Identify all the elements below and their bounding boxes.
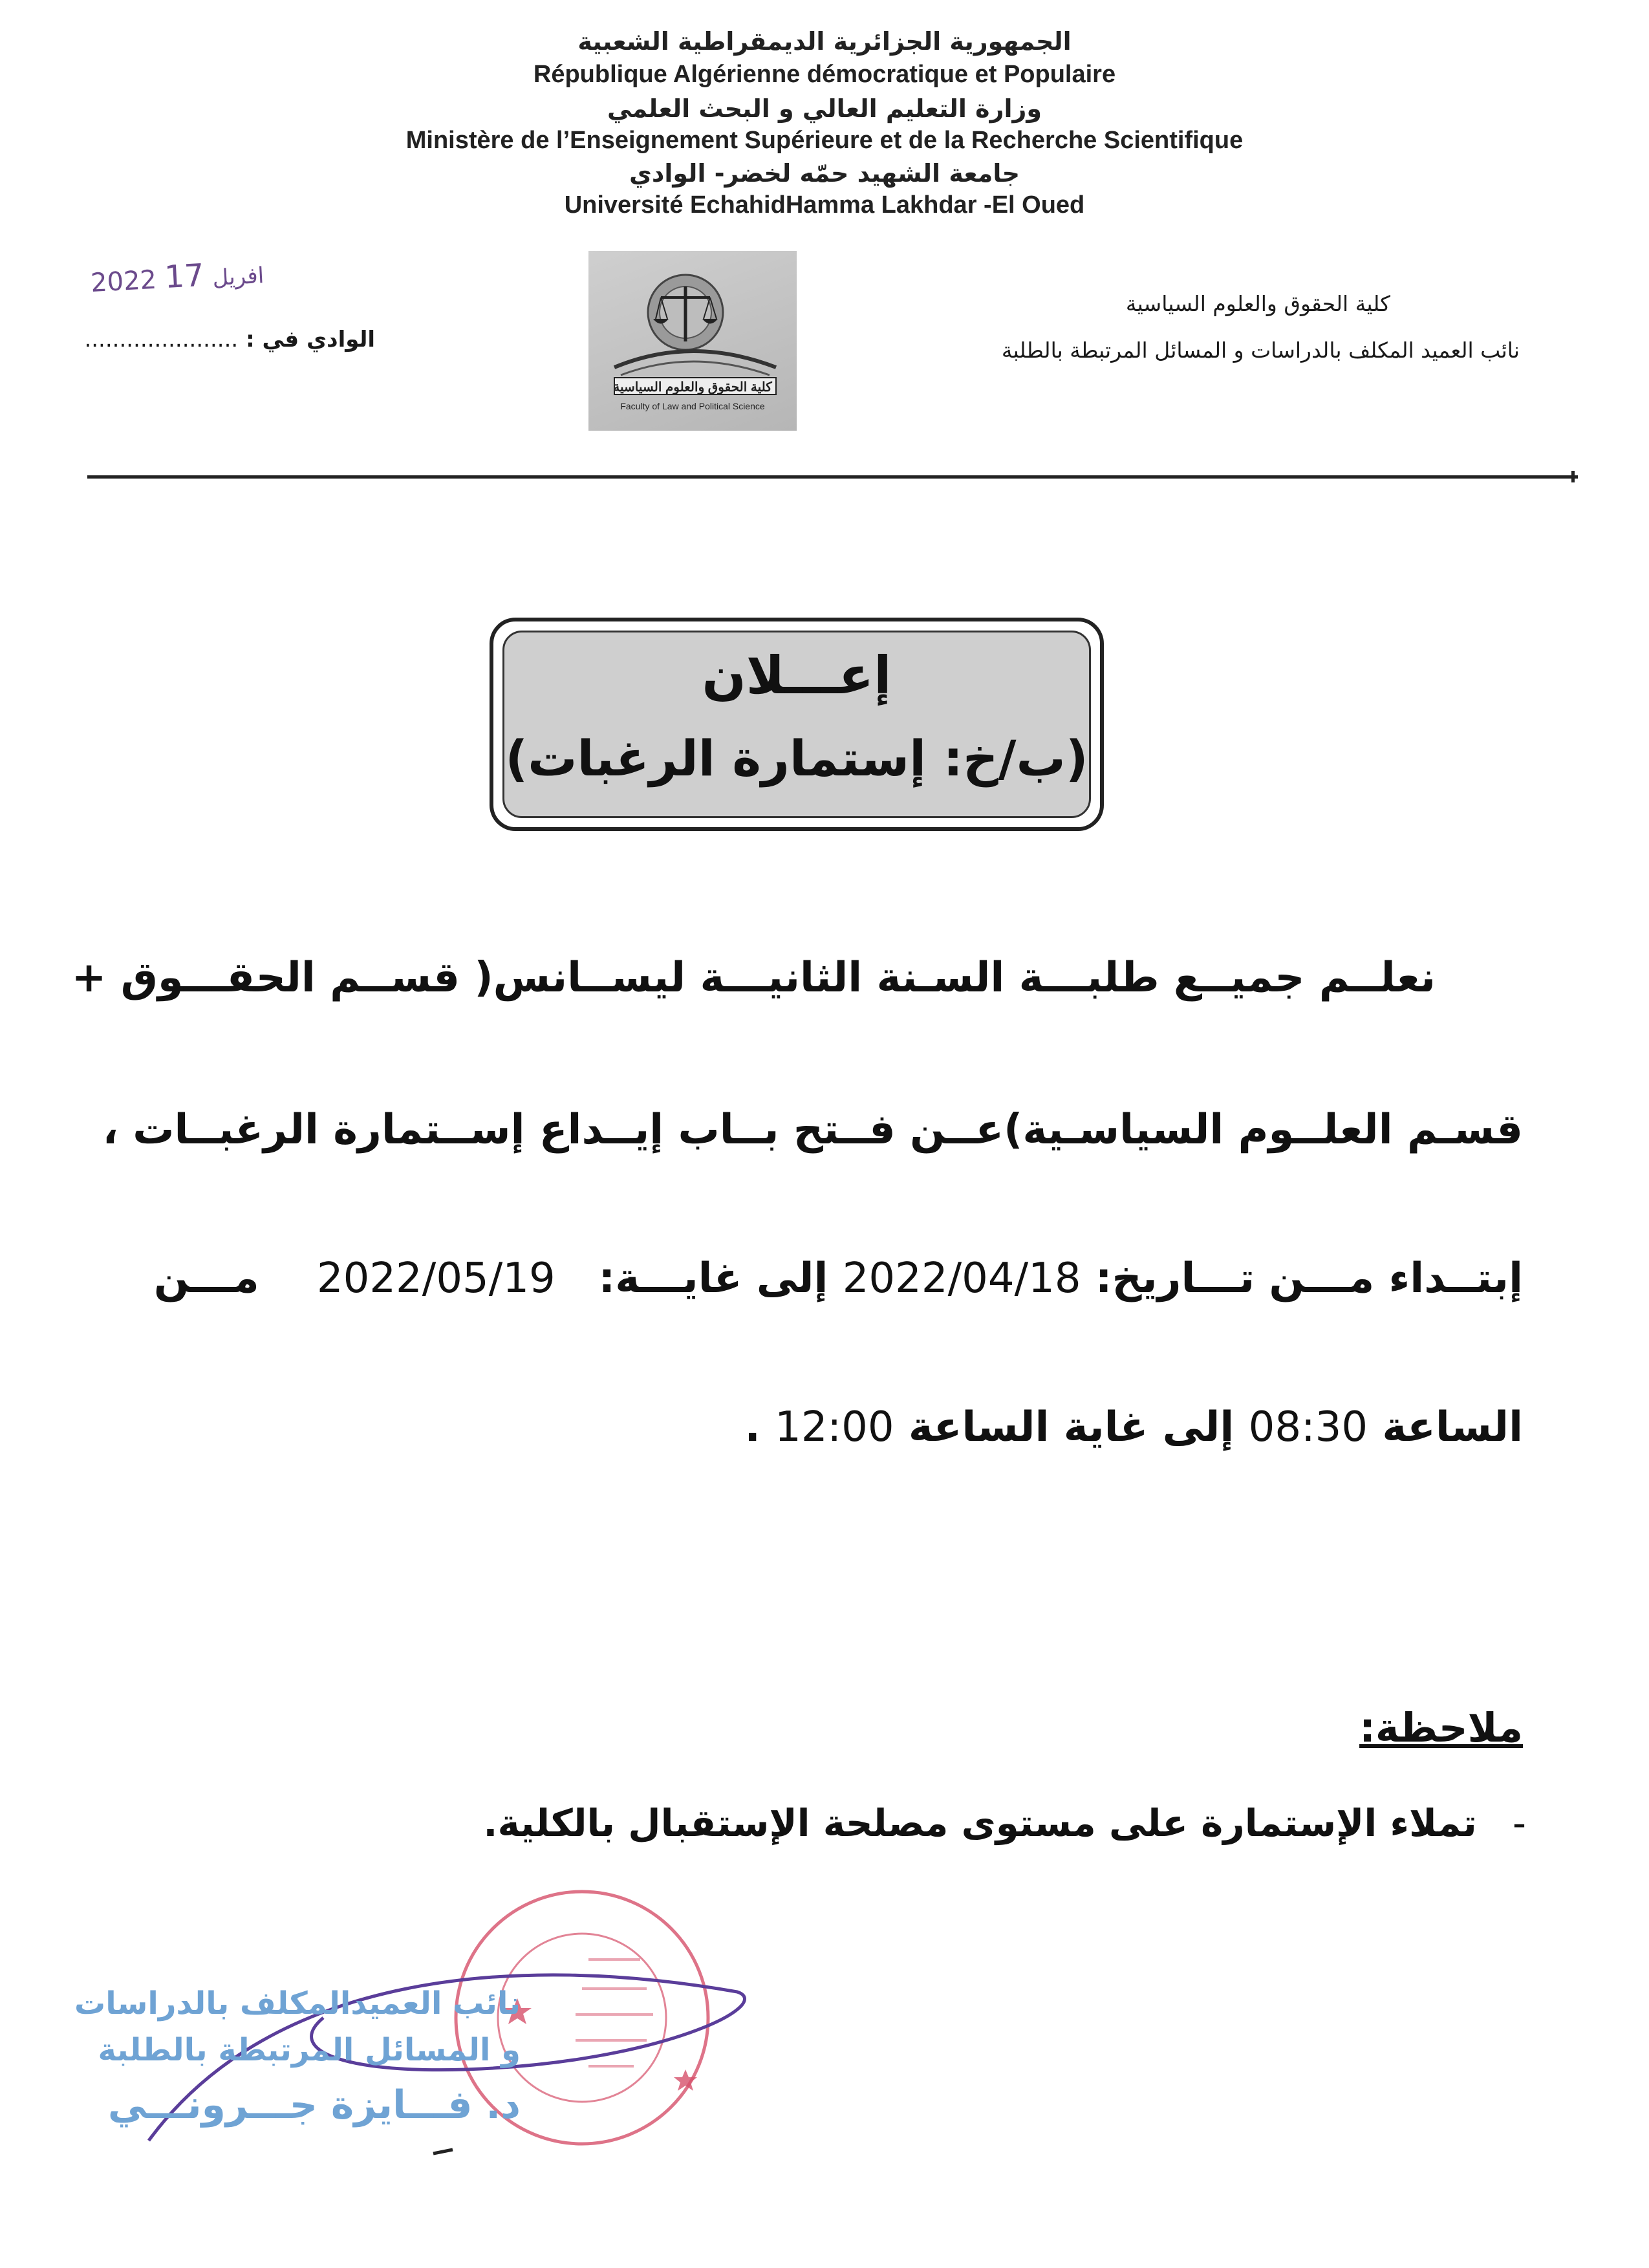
date-month: افريل [211, 263, 265, 292]
time-to: 12:00 [775, 1403, 894, 1451]
logo-caption-ar: كلية الحقوق والعلوم السياسية [613, 380, 772, 394]
header-divider [87, 475, 1578, 479]
note-heading: ملاحظة: [1359, 1704, 1523, 1751]
ministry-ar: وزارة التعليم العالي و البحث العلمي [607, 94, 1042, 123]
body-line-4 [745, 1403, 1524, 1451]
signature-line-2: و المسائل المرتبطة بالطلبة [98, 2032, 521, 2068]
announcement-subtitle: (ب/خ: إستمارة الرغبات) [505, 729, 1088, 787]
republic-fr: République Algérienne démocratique et Populaire [533, 61, 1116, 88]
header-divider-end [1571, 471, 1575, 482]
hour-label: الساعة [1382, 1403, 1523, 1451]
note-bullet: - [1476, 1801, 1526, 1845]
date-day: 17 [164, 257, 206, 296]
time-from: 08:30 [1248, 1403, 1368, 1451]
place-label: الوادي في : [246, 327, 375, 352]
note-item-text: تملاء الإستمارة على مستوى مصلحة الإستقبال بالكلية. [483, 1801, 1477, 1845]
announcement-title: إعـــلان [702, 645, 892, 706]
date-year: 2022 [90, 265, 158, 298]
from-label: إبتــداء مـــن تـــاريخ: [1095, 1255, 1523, 1302]
body-line-3 [154, 1255, 1523, 1302]
date-to: 2022/05/19 [316, 1255, 555, 1302]
body-line-2: قسـم العلــوم السياسـية)عــن فــتح بــاب إيــداع إســتمارة الرغبــات ، [102, 1106, 1523, 1154]
note-item [483, 1801, 1526, 1845]
title-inner-frame [502, 631, 1091, 818]
to-label: إلى غايـــة: [598, 1255, 828, 1302]
signature-name: د. فـــايزة جـــرونـــي [107, 2082, 521, 2128]
university-ar: جامعة الشهيد حمّه لخضر- الوادي [629, 159, 1020, 188]
ministry-fr: Ministère de l’Enseignement Supérieure et de la Recherche Scientifique [405, 127, 1244, 154]
place-date-line [58, 327, 375, 352]
university-fr: Université EchahidHamma Lakhdar -El Oued [564, 191, 1085, 219]
until-hour-label: إلى غاية الساعة [908, 1403, 1234, 1451]
logo-caption-en: Faculty of Law and Political Science [620, 401, 765, 411]
announcement-title-box [490, 618, 1104, 831]
date-from: 2022/04/18 [842, 1255, 1081, 1302]
faculty-logo [588, 251, 797, 431]
from-time-label: مـــن [153, 1255, 259, 1302]
handwritten-date [90, 254, 265, 299]
signature-line-1: نائب العميدالمكلف بالدراسات [74, 1985, 521, 2022]
faculty-office: نائب العميد المكلف بالدراسات و المسائل المرتبطة بالطلبة [1001, 338, 1520, 363]
faculty-name: كلية الحقوق والعلوم السياسية [1125, 291, 1390, 316]
republic-ar: الجمهورية الجزائرية الديمقراطية الشعبية [577, 27, 1072, 56]
period: . [744, 1403, 760, 1451]
place-dots: ...................... [84, 327, 239, 352]
body-line-1: نعلــم جميــع طلبـــة السـنة الثانيـــة ليســانس( قســم الحقـــوق + [71, 954, 1436, 1002]
